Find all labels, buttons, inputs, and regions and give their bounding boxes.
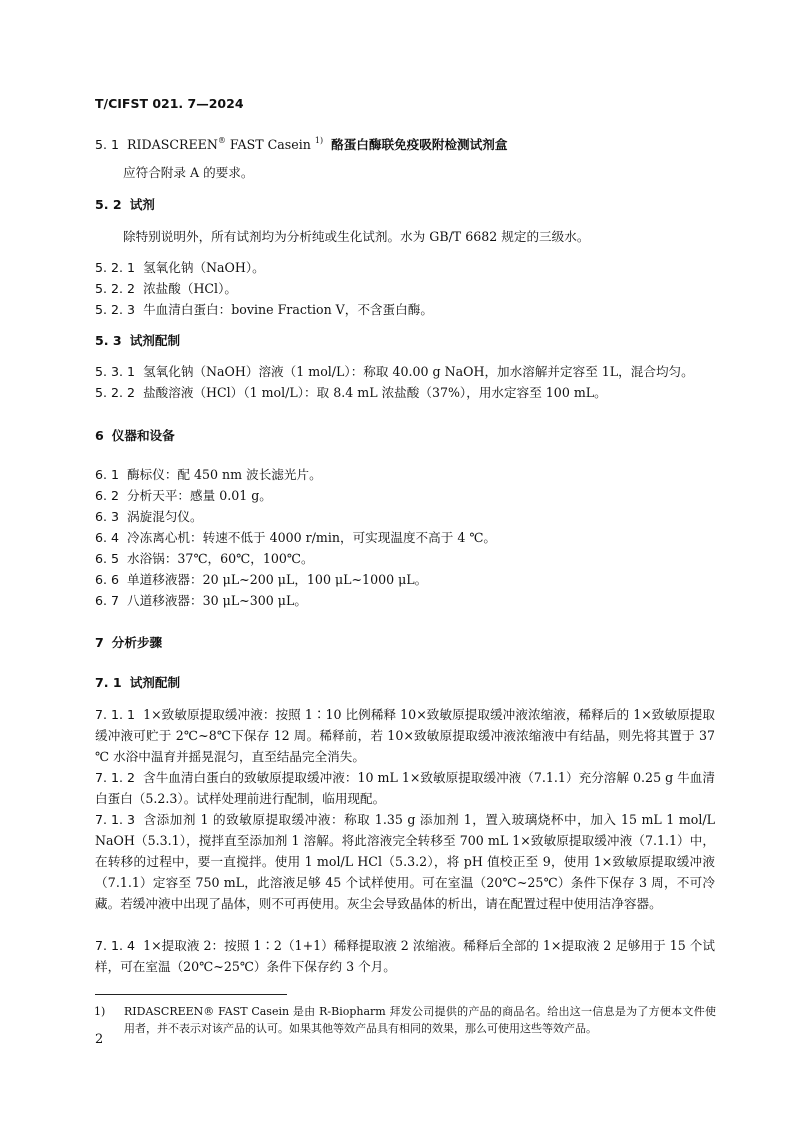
item-number: 6. 4 (95, 530, 120, 545)
footnote-mark: 1) (94, 1005, 106, 1018)
list-item (95, 590, 715, 611)
item-number: 7. 1. 3 (95, 812, 136, 827)
item-number: 6. 2 (95, 488, 120, 503)
item-number: 6. 3 (95, 509, 120, 524)
item-text: 氢氧化钠（NaOH）溶液（1 mol/L）：称取 40.00 g NaOH，加水溶解并定容至 1L，混合均匀。 (143, 364, 694, 379)
section-5-1-heading (95, 134, 715, 155)
item-text: 1×致敏原提取缓冲液：按照 1∶10 比例稀释 10×致敏原提取缓冲液浓缩液，稀释后的 1×致敏原提取缓冲液可贮于 2℃~8℃下保存 12 周。稀释前，若 10×致敏原提取缓冲液浓缩液中有结晶，则先将其置于 37 ℃ 水浴中温育并摇晃混匀，直至结晶完全消失。 (95, 707, 715, 764)
paragraph-7-1-2 (95, 767, 715, 809)
list-item (95, 361, 715, 382)
item-text: 冷冻离心机：转速不低于 4000 r/min，可实现温度不高于 4 ℃。 (127, 530, 497, 545)
item-text: 八道移液器：30 μL~300 μL。 (127, 593, 307, 608)
section-5-2-heading (95, 194, 715, 215)
section-title: 试剂配制 (129, 333, 181, 348)
item-text: 氢氧化钠（NaOH）。 (143, 260, 265, 275)
list-item (95, 485, 715, 506)
paragraph-7-1-4 (95, 935, 715, 977)
section-number: 5. 1 (95, 137, 120, 152)
section-number: 7 (95, 635, 104, 650)
item-text: 1×提取液 2：按照 1∶2（1+1）稀释提取液 2 浓缩液。稀释后全部的 1×提取液 2 足够用于 15 个试样，可在室温（20℃~25℃）条件下保存约 3 个月。 (95, 938, 715, 974)
item-text: 含添加剂 1 的致敏原提取缓冲液：称取 1.35 g 添加剂 1，置入玻璃烧杯中，加入 15 mL 1 mol/L NaOH（5.3.1），搅拌直至添加剂 1 溶解。将此溶液完全转移至 700 mL 1×致敏原提取缓冲液（7.1.1）中，在转移的过程中，要一直搅拌。使用 1 mol/L HCl（5.3.2），将 pH 值校正至 9，使用 1×致敏原提取缓冲液（7.1.1）定容至 750 mL，此溶液足够 45 个试样使用。可在室温（20℃~25℃）条件下保存 3 周，不可冷藏。若缓冲液中出现了晶体，则不可再使用。灰尘会导致晶体的析出，请在配置过程中使用洁净容器。 (95, 812, 715, 911)
section-5-3-heading (95, 330, 715, 351)
item-number: 5. 3. 1 (95, 364, 136, 379)
list-item (95, 569, 715, 590)
item-text: 含牛血清白蛋白的致敏原提取缓冲液：10 mL 1×致敏原提取缓冲液（7.1.1）充分溶解 0.25 g 牛血清白蛋白（5.2.3）。试样处理前进行配制，临用现配。 (95, 770, 715, 806)
section-7-heading (95, 632, 715, 653)
footnote-divider (95, 994, 287, 995)
section-title: 试剂 (129, 197, 155, 212)
paragraph-7-1-3 (95, 809, 715, 914)
paragraph-7-1-1 (95, 704, 715, 767)
section-number: 7. 1 (95, 675, 122, 690)
list-item (95, 299, 715, 320)
page-number: 2 (95, 1032, 104, 1047)
section-6-heading (95, 425, 715, 446)
item-text: 酶标仪：配 450 nm 波长滤光片。 (127, 467, 322, 482)
section-5-2-text: 除特别说明外，所有试剂均为分析纯或生化试剂。水为 GB/T 6682 规定的三级水。 (123, 229, 590, 244)
item-text: 涡旋混匀仪。 (127, 509, 203, 524)
section-number: 5. 3 (95, 333, 122, 348)
list-item (95, 527, 715, 548)
section-number: 6 (95, 428, 104, 443)
item-number: 7. 1. 2 (95, 770, 136, 785)
section-7-1-heading (95, 672, 715, 693)
list-item (95, 464, 715, 485)
item-number: 7. 1. 4 (95, 938, 136, 953)
product-name: RIDASCREEN (127, 137, 218, 152)
item-number: 5. 2. 2 (95, 281, 136, 296)
section-title: 仪器和设备 (111, 428, 175, 443)
item-text: 水浴锅：37℃，60℃，100℃。 (127, 551, 314, 566)
section-title: 试剂配制 (129, 675, 181, 690)
list-item (95, 382, 715, 403)
footnote-text: RIDASCREEN® FAST Casein 是由 R-Biopharm 拜发公司提供的产品的商品名。给出这一信息是为了方便本文件使用者，并不表示对该产品的认可。如果其他等效产品具有相同的效果，那么可使用这些等效产品。 (124, 1005, 716, 1035)
section-number: 5. 2 (95, 197, 122, 212)
item-text: 分析天平：感量 0.01 g。 (127, 488, 272, 503)
item-text: 单道移液器：20 μL~200 μL，100 μL~1000 μL。 (127, 572, 428, 587)
item-number: 5. 2. 2 (95, 385, 136, 400)
item-text: 浓盐酸（HCl）。 (143, 281, 237, 296)
section-5-1-text: 应符合附录 A 的要求。 (123, 165, 254, 180)
registered-mark: ® (217, 136, 226, 145)
item-number: 7. 1. 1 (95, 707, 136, 722)
section-title: 酪蛋白酶联免疫吸附检测试剂盒 (331, 137, 508, 152)
list-item (95, 257, 715, 278)
item-number: 6. 7 (95, 593, 120, 608)
footnote (94, 1003, 716, 1037)
item-number: 5. 2. 3 (95, 302, 136, 317)
item-text: 盐酸溶液（HCl）（1 mol/L）：取 8.4 mL 浓盐酸（37%），用水定容至 100 mL。 (143, 385, 607, 400)
document-header: T/CIFST 021. 7—2024 (95, 96, 244, 111)
section-title: 分析步骤 (111, 635, 163, 650)
list-item (95, 548, 715, 569)
footnote-ref: 1) (314, 136, 324, 145)
item-text: 牛血清白蛋白：bovine Fraction V，不含蛋白酶。 (143, 302, 433, 317)
item-number: 6. 5 (95, 551, 120, 566)
list-item (95, 506, 715, 527)
item-number: 6. 6 (95, 572, 120, 587)
item-number: 5. 2. 1 (95, 260, 136, 275)
list-item (95, 278, 715, 299)
item-number: 6. 1 (95, 467, 120, 482)
product-name-rest: FAST Casein (225, 137, 311, 152)
